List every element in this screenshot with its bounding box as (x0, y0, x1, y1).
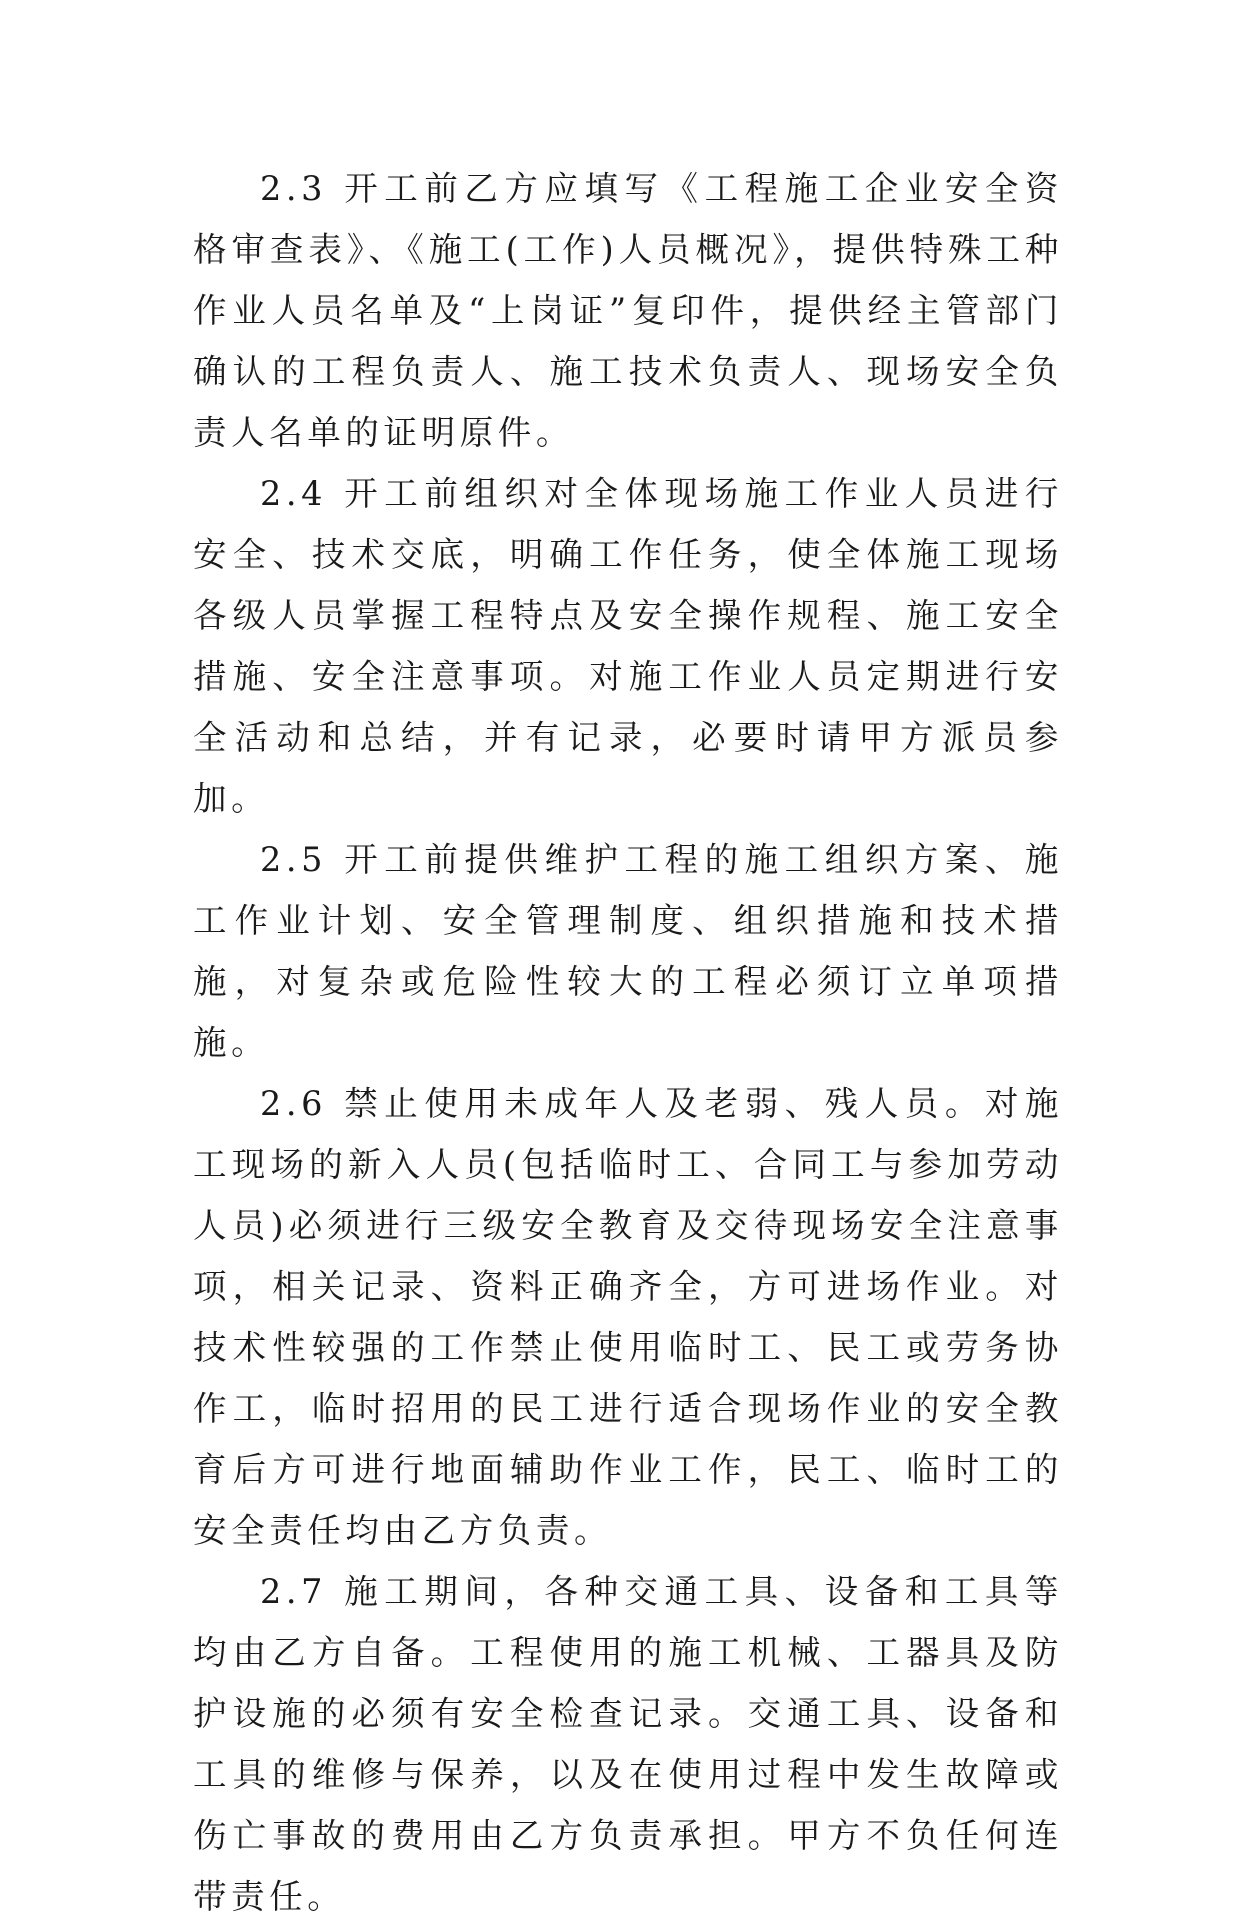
clause-number: 2.4 (260, 474, 328, 513)
clause-text: 开工前乙方应填写《工程施工企业安全资格审查表》、《施工(工作)人员概况》，提供特殊工种作业人员名单及“上岗证”复印件，提供经主管部门确认的工程负责人、施工技术负责人、现场安全负责人名单的证明原件。 (193, 169, 1063, 452)
clause-text: 开工前组织对全体现场施工作业人员进行安全、技术交底，明确工作任务，使全体施工现场各级人员掌握工程特点及安全操作规程、施工安全措施、安全注意事项。对施工作业人员定期进行安全活动和总结，并有记录，必要时请甲方派员参加。 (193, 474, 1063, 818)
clause-number: 2.5 (260, 840, 328, 879)
document-body (193, 158, 1063, 1927)
clause-number: 2.7 (260, 1572, 328, 1611)
clause-2-3 (193, 158, 1063, 463)
clause-text: 禁止使用未成年人及老弱、残人员。对施工现场的新入人员(包括临时工、合同工与参加劳动人员)必须进行三级安全教育及交待现场安全注意事项，相关记录、资料正确齐全，方可进场作业。对技术性较强的工作禁止使用临时工、民工或劳务协作工，临时招用的民工进行适合现场作业的安全教育后方可进行地面辅助作业工作，民工、临时工的安全责任均由乙方负责。 (193, 1084, 1063, 1550)
clause-text: 施工期间，各种交通工具、设备和工具等均由乙方自备。工程使用的施工机械、工器具及防护设施的必须有安全检查记录。交通工具、设备和工具的维修与保养，以及在使用过程中发生故障或伤亡事故的费用由乙方负责承担。甲方不负任何连带责任。 (193, 1572, 1063, 1916)
clause-number: 2.3 (260, 169, 328, 208)
clause-2-6 (193, 1073, 1063, 1561)
clause-text: 开工前提供维护工程的施工组织方案、施工作业计划、安全管理制度、组织措施和技术措施，对复杂或危险性较大的工程必须订立单项措施。 (193, 840, 1063, 1062)
clause-2-5 (193, 829, 1063, 1073)
clause-2-4 (193, 463, 1063, 829)
clause-2-7 (193, 1561, 1063, 1927)
clause-number: 2.6 (260, 1084, 328, 1123)
